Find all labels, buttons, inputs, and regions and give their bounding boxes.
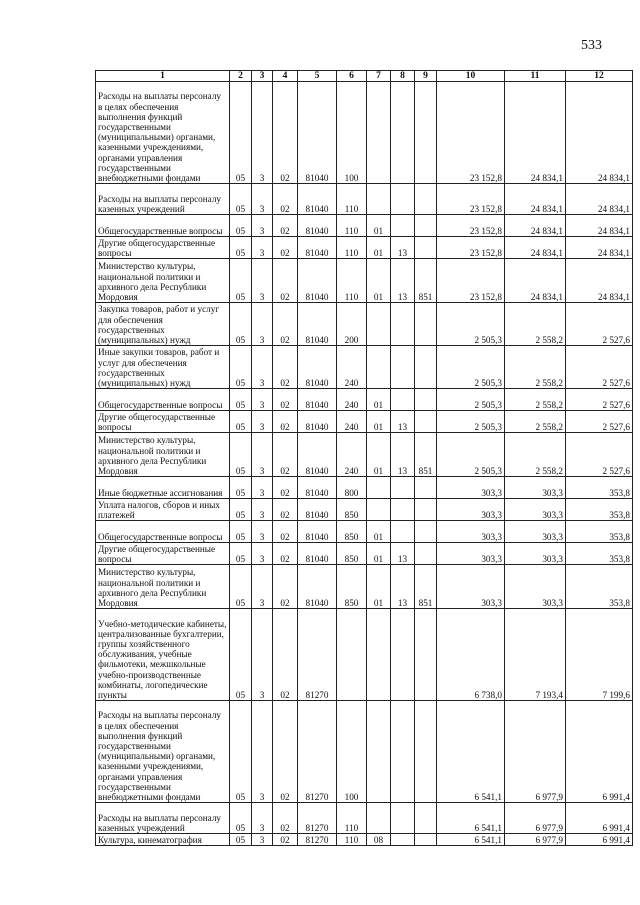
table-row bbox=[96, 303, 633, 346]
cell-col-2: 05 bbox=[230, 803, 252, 834]
cell-col-6: 200 bbox=[337, 303, 367, 346]
cell-col-10: 2 505,3 bbox=[437, 303, 505, 346]
row-name: Министерство культуры, национальной политики и архивного дела Республики Мордовия bbox=[96, 433, 230, 477]
header-row bbox=[96, 71, 633, 82]
table-row bbox=[96, 609, 633, 701]
cell-col-8: 13 bbox=[391, 237, 415, 259]
cell-col-9 bbox=[415, 184, 437, 215]
cell-col-7 bbox=[367, 477, 391, 499]
table-row bbox=[96, 389, 633, 411]
cell-col-10: 23 152,8 bbox=[437, 82, 505, 184]
table-row bbox=[96, 215, 633, 237]
cell-col-10: 6 738,0 bbox=[437, 609, 505, 701]
cell-col-3: 3 bbox=[252, 303, 273, 346]
cell-col-10: 2 505,3 bbox=[437, 433, 505, 477]
cell-col-4: 02 bbox=[273, 389, 298, 411]
table-row bbox=[96, 543, 633, 565]
cell-col-6: 110 bbox=[337, 237, 367, 259]
cell-col-9 bbox=[415, 499, 437, 521]
cell-col-10: 303,3 bbox=[437, 521, 505, 543]
cell-col-7: 01 bbox=[367, 433, 391, 477]
table-row bbox=[96, 433, 633, 477]
cell-col-8 bbox=[391, 521, 415, 543]
cell-col-6: 850 bbox=[337, 521, 367, 543]
table-row bbox=[96, 477, 633, 499]
cell-col-4: 02 bbox=[273, 543, 298, 565]
cell-col-3: 3 bbox=[252, 565, 273, 609]
cell-col-10: 6 541,1 bbox=[437, 803, 505, 834]
cell-col-4: 02 bbox=[273, 609, 298, 701]
cell-col-10: 303,3 bbox=[437, 543, 505, 565]
cell-col-4: 02 bbox=[273, 701, 298, 803]
cell-col-11: 2 558,2 bbox=[505, 346, 566, 389]
cell-col-5: 81040 bbox=[298, 215, 337, 237]
row-name: Расходы на выплаты персоналу казенных учреждений bbox=[96, 184, 230, 215]
cell-col-11: 2 558,2 bbox=[505, 433, 566, 477]
column-header-6: 6 bbox=[337, 71, 367, 82]
cell-col-5: 81040 bbox=[298, 565, 337, 609]
cell-col-7: 01 bbox=[367, 565, 391, 609]
cell-col-4: 02 bbox=[273, 259, 298, 303]
cell-col-8: 13 bbox=[391, 259, 415, 303]
cell-col-8 bbox=[391, 499, 415, 521]
column-header-1: 1 bbox=[96, 71, 230, 82]
row-name: Другие общегосударственные вопросы bbox=[96, 237, 230, 259]
table-body bbox=[96, 82, 633, 846]
cell-col-7 bbox=[367, 346, 391, 389]
cell-col-5: 81040 bbox=[298, 433, 337, 477]
column-header-8: 8 bbox=[391, 71, 415, 82]
row-name: Иные бюджетные ассигнования bbox=[96, 477, 230, 499]
cell-col-9 bbox=[415, 82, 437, 184]
cell-col-5: 81270 bbox=[298, 803, 337, 834]
cell-col-10: 2 505,3 bbox=[437, 346, 505, 389]
cell-col-3: 3 bbox=[252, 259, 273, 303]
cell-col-2: 05 bbox=[230, 237, 252, 259]
cell-col-9 bbox=[415, 609, 437, 701]
cell-col-6: 240 bbox=[337, 411, 367, 433]
column-header-9: 9 bbox=[415, 71, 437, 82]
cell-col-5: 81040 bbox=[298, 237, 337, 259]
cell-col-11: 303,3 bbox=[505, 521, 566, 543]
cell-col-12: 24 834,1 bbox=[566, 184, 633, 215]
row-name: Учебно-методические кабинеты, централизованные бухгалтерии, группы хозяйственного обслуживания, учебные фильмотеки, межшкольные учебно-производственные комбинаты, логопедические пункты bbox=[96, 609, 230, 701]
column-header-7: 7 bbox=[367, 71, 391, 82]
cell-col-12: 2 527,6 bbox=[566, 389, 633, 411]
cell-col-8: 13 bbox=[391, 433, 415, 477]
cell-col-12: 24 834,1 bbox=[566, 259, 633, 303]
cell-col-3: 3 bbox=[252, 543, 273, 565]
cell-col-12: 6 991,4 bbox=[566, 834, 633, 846]
cell-col-3: 3 bbox=[252, 346, 273, 389]
cell-col-12: 24 834,1 bbox=[566, 237, 633, 259]
cell-col-4: 02 bbox=[273, 411, 298, 433]
cell-col-4: 02 bbox=[273, 477, 298, 499]
cell-col-3: 3 bbox=[252, 215, 273, 237]
cell-col-10: 23 152,8 bbox=[437, 259, 505, 303]
cell-col-3: 3 bbox=[252, 477, 273, 499]
cell-col-2: 05 bbox=[230, 303, 252, 346]
cell-col-6: 110 bbox=[337, 803, 367, 834]
cell-col-2: 05 bbox=[230, 543, 252, 565]
cell-col-2: 05 bbox=[230, 499, 252, 521]
cell-col-12: 353,8 bbox=[566, 521, 633, 543]
cell-col-8 bbox=[391, 215, 415, 237]
cell-col-12: 7 199,6 bbox=[566, 609, 633, 701]
cell-col-6: 100 bbox=[337, 82, 367, 184]
cell-col-11: 24 834,1 bbox=[505, 82, 566, 184]
cell-col-2: 05 bbox=[230, 701, 252, 803]
cell-col-2: 05 bbox=[230, 521, 252, 543]
cell-col-4: 02 bbox=[273, 521, 298, 543]
cell-col-2: 05 bbox=[230, 433, 252, 477]
cell-col-2: 05 bbox=[230, 565, 252, 609]
column-header-12: 12 bbox=[566, 71, 633, 82]
cell-col-4: 02 bbox=[273, 303, 298, 346]
cell-col-11: 24 834,1 bbox=[505, 215, 566, 237]
cell-col-3: 3 bbox=[252, 834, 273, 846]
cell-col-2: 05 bbox=[230, 82, 252, 184]
cell-col-6: 240 bbox=[337, 389, 367, 411]
cell-col-2: 05 bbox=[230, 215, 252, 237]
cell-col-11: 303,3 bbox=[505, 565, 566, 609]
cell-col-8 bbox=[391, 477, 415, 499]
cell-col-11: 2 558,2 bbox=[505, 303, 566, 346]
cell-col-12: 2 527,6 bbox=[566, 433, 633, 477]
cell-col-12: 24 834,1 bbox=[566, 82, 633, 184]
row-name: Иные закупки товаров, работ и услуг для обеспечения государственных (муниципальных) нужд bbox=[96, 346, 230, 389]
cell-col-2: 05 bbox=[230, 834, 252, 846]
cell-col-12: 353,8 bbox=[566, 543, 633, 565]
cell-col-4: 02 bbox=[273, 499, 298, 521]
cell-col-8: 13 bbox=[391, 565, 415, 609]
table-row bbox=[96, 803, 633, 834]
cell-col-7: 01 bbox=[367, 215, 391, 237]
cell-col-12: 353,8 bbox=[566, 565, 633, 609]
cell-col-5: 81040 bbox=[298, 346, 337, 389]
cell-col-7 bbox=[367, 303, 391, 346]
cell-col-3: 3 bbox=[252, 609, 273, 701]
table-row bbox=[96, 565, 633, 609]
cell-col-5: 81040 bbox=[298, 543, 337, 565]
cell-col-8 bbox=[391, 803, 415, 834]
cell-col-10: 303,3 bbox=[437, 477, 505, 499]
cell-col-3: 3 bbox=[252, 701, 273, 803]
cell-col-4: 02 bbox=[273, 834, 298, 846]
table-row bbox=[96, 521, 633, 543]
cell-col-11: 303,3 bbox=[505, 499, 566, 521]
row-name: Расходы на выплаты персоналу казенных учреждений bbox=[96, 803, 230, 834]
cell-col-5: 81270 bbox=[298, 834, 337, 846]
cell-col-6: 800 bbox=[337, 477, 367, 499]
cell-col-9 bbox=[415, 346, 437, 389]
cell-col-7 bbox=[367, 82, 391, 184]
table-row bbox=[96, 259, 633, 303]
cell-col-4: 02 bbox=[273, 215, 298, 237]
cell-col-4: 02 bbox=[273, 82, 298, 184]
cell-col-10: 23 152,8 bbox=[437, 184, 505, 215]
cell-col-10: 303,3 bbox=[437, 499, 505, 521]
cell-col-4: 02 bbox=[273, 184, 298, 215]
row-name: Министерство культуры, национальной политики и архивного дела Республики Мордовия bbox=[96, 565, 230, 609]
cell-col-6: 110 bbox=[337, 184, 367, 215]
row-name: Культура, кинематография bbox=[96, 834, 230, 846]
cell-col-6 bbox=[337, 609, 367, 701]
cell-col-5: 81040 bbox=[298, 259, 337, 303]
cell-col-11: 24 834,1 bbox=[505, 184, 566, 215]
row-name: Министерство культуры, национальной политики и архивного дела Республики Мордовия bbox=[96, 259, 230, 303]
row-name: Расходы на выплаты персоналу в целях обеспечения выполнения функций государственными (муниципальными) органами, казенными учреждениями, органами управления государственными внебюджетными фондами bbox=[96, 701, 230, 803]
cell-col-2: 05 bbox=[230, 184, 252, 215]
cell-col-5: 81040 bbox=[298, 303, 337, 346]
cell-col-6: 850 bbox=[337, 543, 367, 565]
cell-col-4: 02 bbox=[273, 346, 298, 389]
cell-col-11: 303,3 bbox=[505, 477, 566, 499]
cell-col-11: 303,3 bbox=[505, 543, 566, 565]
cell-col-10: 2 505,3 bbox=[437, 411, 505, 433]
cell-col-8 bbox=[391, 346, 415, 389]
cell-col-12: 353,8 bbox=[566, 477, 633, 499]
row-name: Уплата налогов, сборов и иных платежей bbox=[96, 499, 230, 521]
cell-col-8 bbox=[391, 701, 415, 803]
cell-col-7: 01 bbox=[367, 389, 391, 411]
cell-col-2: 05 bbox=[230, 389, 252, 411]
cell-col-4: 02 bbox=[273, 237, 298, 259]
cell-col-3: 3 bbox=[252, 433, 273, 477]
cell-col-4: 02 bbox=[273, 565, 298, 609]
cell-col-3: 3 bbox=[252, 411, 273, 433]
cell-col-7 bbox=[367, 184, 391, 215]
cell-col-9: 851 bbox=[415, 259, 437, 303]
cell-col-8 bbox=[391, 389, 415, 411]
page-number: 533 bbox=[581, 38, 602, 53]
cell-col-3: 3 bbox=[252, 237, 273, 259]
cell-col-7: 01 bbox=[367, 521, 391, 543]
column-header-10: 10 bbox=[437, 71, 505, 82]
cell-col-8 bbox=[391, 303, 415, 346]
column-header-3: 3 bbox=[252, 71, 273, 82]
cell-col-5: 81040 bbox=[298, 82, 337, 184]
cell-col-9 bbox=[415, 411, 437, 433]
cell-col-11: 2 558,2 bbox=[505, 411, 566, 433]
cell-col-10: 23 152,8 bbox=[437, 215, 505, 237]
cell-col-11: 6 977,9 bbox=[505, 834, 566, 846]
cell-col-5: 81040 bbox=[298, 184, 337, 215]
row-name: Общегосударственные вопросы bbox=[96, 521, 230, 543]
cell-col-5: 81270 bbox=[298, 701, 337, 803]
cell-col-5: 81040 bbox=[298, 499, 337, 521]
cell-col-9 bbox=[415, 543, 437, 565]
cell-col-12: 6 991,4 bbox=[566, 803, 633, 834]
cell-col-9: 851 bbox=[415, 565, 437, 609]
cell-col-2: 05 bbox=[230, 259, 252, 303]
cell-col-10: 303,3 bbox=[437, 565, 505, 609]
cell-col-6: 110 bbox=[337, 215, 367, 237]
cell-col-9 bbox=[415, 215, 437, 237]
cell-col-11: 24 834,1 bbox=[505, 237, 566, 259]
cell-col-7 bbox=[367, 499, 391, 521]
cell-col-6: 110 bbox=[337, 834, 367, 846]
cell-col-4: 02 bbox=[273, 803, 298, 834]
column-header-5: 5 bbox=[298, 71, 337, 82]
column-header-11: 11 bbox=[505, 71, 566, 82]
cell-col-9 bbox=[415, 834, 437, 846]
table-row bbox=[96, 82, 633, 184]
cell-col-11: 24 834,1 bbox=[505, 259, 566, 303]
cell-col-10: 2 505,3 bbox=[437, 389, 505, 411]
cell-col-7: 08 bbox=[367, 834, 391, 846]
cell-col-5: 81040 bbox=[298, 411, 337, 433]
cell-col-6: 240 bbox=[337, 346, 367, 389]
cell-col-7 bbox=[367, 609, 391, 701]
cell-col-5: 81040 bbox=[298, 477, 337, 499]
cell-col-8: 13 bbox=[391, 543, 415, 565]
table-row bbox=[96, 834, 633, 846]
cell-col-6: 850 bbox=[337, 499, 367, 521]
cell-col-4: 02 bbox=[273, 433, 298, 477]
cell-col-7: 01 bbox=[367, 259, 391, 303]
cell-col-8: 13 bbox=[391, 411, 415, 433]
cell-col-9 bbox=[415, 521, 437, 543]
cell-col-8 bbox=[391, 82, 415, 184]
cell-col-10: 23 152,8 bbox=[437, 237, 505, 259]
row-name: Общегосударственные вопросы bbox=[96, 215, 230, 237]
cell-col-8 bbox=[391, 184, 415, 215]
cell-col-6: 100 bbox=[337, 701, 367, 803]
cell-col-7: 01 bbox=[367, 411, 391, 433]
table-row bbox=[96, 237, 633, 259]
cell-col-3: 3 bbox=[252, 82, 273, 184]
cell-col-5: 81040 bbox=[298, 389, 337, 411]
cell-col-5: 81040 bbox=[298, 521, 337, 543]
column-header-2: 2 bbox=[230, 71, 252, 82]
row-name: Расходы на выплаты персоналу в целях обеспечения выполнения функций государственными (муниципальными) органами, казенными учреждениями, органами управления государственными внебюджетными фондами bbox=[96, 82, 230, 184]
cell-col-6: 240 bbox=[337, 433, 367, 477]
table-row bbox=[96, 184, 633, 215]
column-header-4: 4 bbox=[273, 71, 298, 82]
cell-col-6: 850 bbox=[337, 565, 367, 609]
budget-table bbox=[95, 70, 633, 846]
row-name: Общегосударственные вопросы bbox=[96, 389, 230, 411]
cell-col-3: 3 bbox=[252, 389, 273, 411]
cell-col-11: 6 977,9 bbox=[505, 803, 566, 834]
row-name: Закупка товаров, работ и услуг для обеспечения государственных (муниципальных) нужд bbox=[96, 303, 230, 346]
cell-col-9 bbox=[415, 389, 437, 411]
table-row bbox=[96, 499, 633, 521]
cell-col-9 bbox=[415, 477, 437, 499]
cell-col-2: 05 bbox=[230, 411, 252, 433]
row-name: Другие общегосударственные вопросы bbox=[96, 411, 230, 433]
cell-col-12: 2 527,6 bbox=[566, 346, 633, 389]
cell-col-9 bbox=[415, 803, 437, 834]
cell-col-7: 01 bbox=[367, 237, 391, 259]
cell-col-8 bbox=[391, 609, 415, 701]
cell-col-3: 3 bbox=[252, 499, 273, 521]
table-row bbox=[96, 701, 633, 803]
row-name: Другие общегосударственные вопросы bbox=[96, 543, 230, 565]
cell-col-9 bbox=[415, 701, 437, 803]
cell-col-11: 7 193,4 bbox=[505, 609, 566, 701]
table-row bbox=[96, 346, 633, 389]
cell-col-12: 2 527,6 bbox=[566, 303, 633, 346]
cell-col-12: 24 834,1 bbox=[566, 215, 633, 237]
cell-col-12: 353,8 bbox=[566, 499, 633, 521]
cell-col-5: 81270 bbox=[298, 609, 337, 701]
cell-col-7: 01 bbox=[367, 543, 391, 565]
cell-col-10: 6 541,1 bbox=[437, 834, 505, 846]
cell-col-3: 3 bbox=[252, 184, 273, 215]
cell-col-11: 2 558,2 bbox=[505, 389, 566, 411]
cell-col-9: 851 bbox=[415, 433, 437, 477]
cell-col-7 bbox=[367, 701, 391, 803]
cell-col-6: 110 bbox=[337, 259, 367, 303]
cell-col-3: 3 bbox=[252, 803, 273, 834]
cell-col-2: 05 bbox=[230, 477, 252, 499]
cell-col-8 bbox=[391, 834, 415, 846]
cell-col-7 bbox=[367, 803, 391, 834]
cell-col-10: 6 541,1 bbox=[437, 701, 505, 803]
cell-col-11: 6 977,9 bbox=[505, 701, 566, 803]
cell-col-9 bbox=[415, 237, 437, 259]
cell-col-2: 05 bbox=[230, 346, 252, 389]
cell-col-12: 6 991,4 bbox=[566, 701, 633, 803]
cell-col-9 bbox=[415, 303, 437, 346]
cell-col-3: 3 bbox=[252, 521, 273, 543]
cell-col-2: 05 bbox=[230, 609, 252, 701]
table-row bbox=[96, 411, 633, 433]
cell-col-12: 2 527,6 bbox=[566, 411, 633, 433]
